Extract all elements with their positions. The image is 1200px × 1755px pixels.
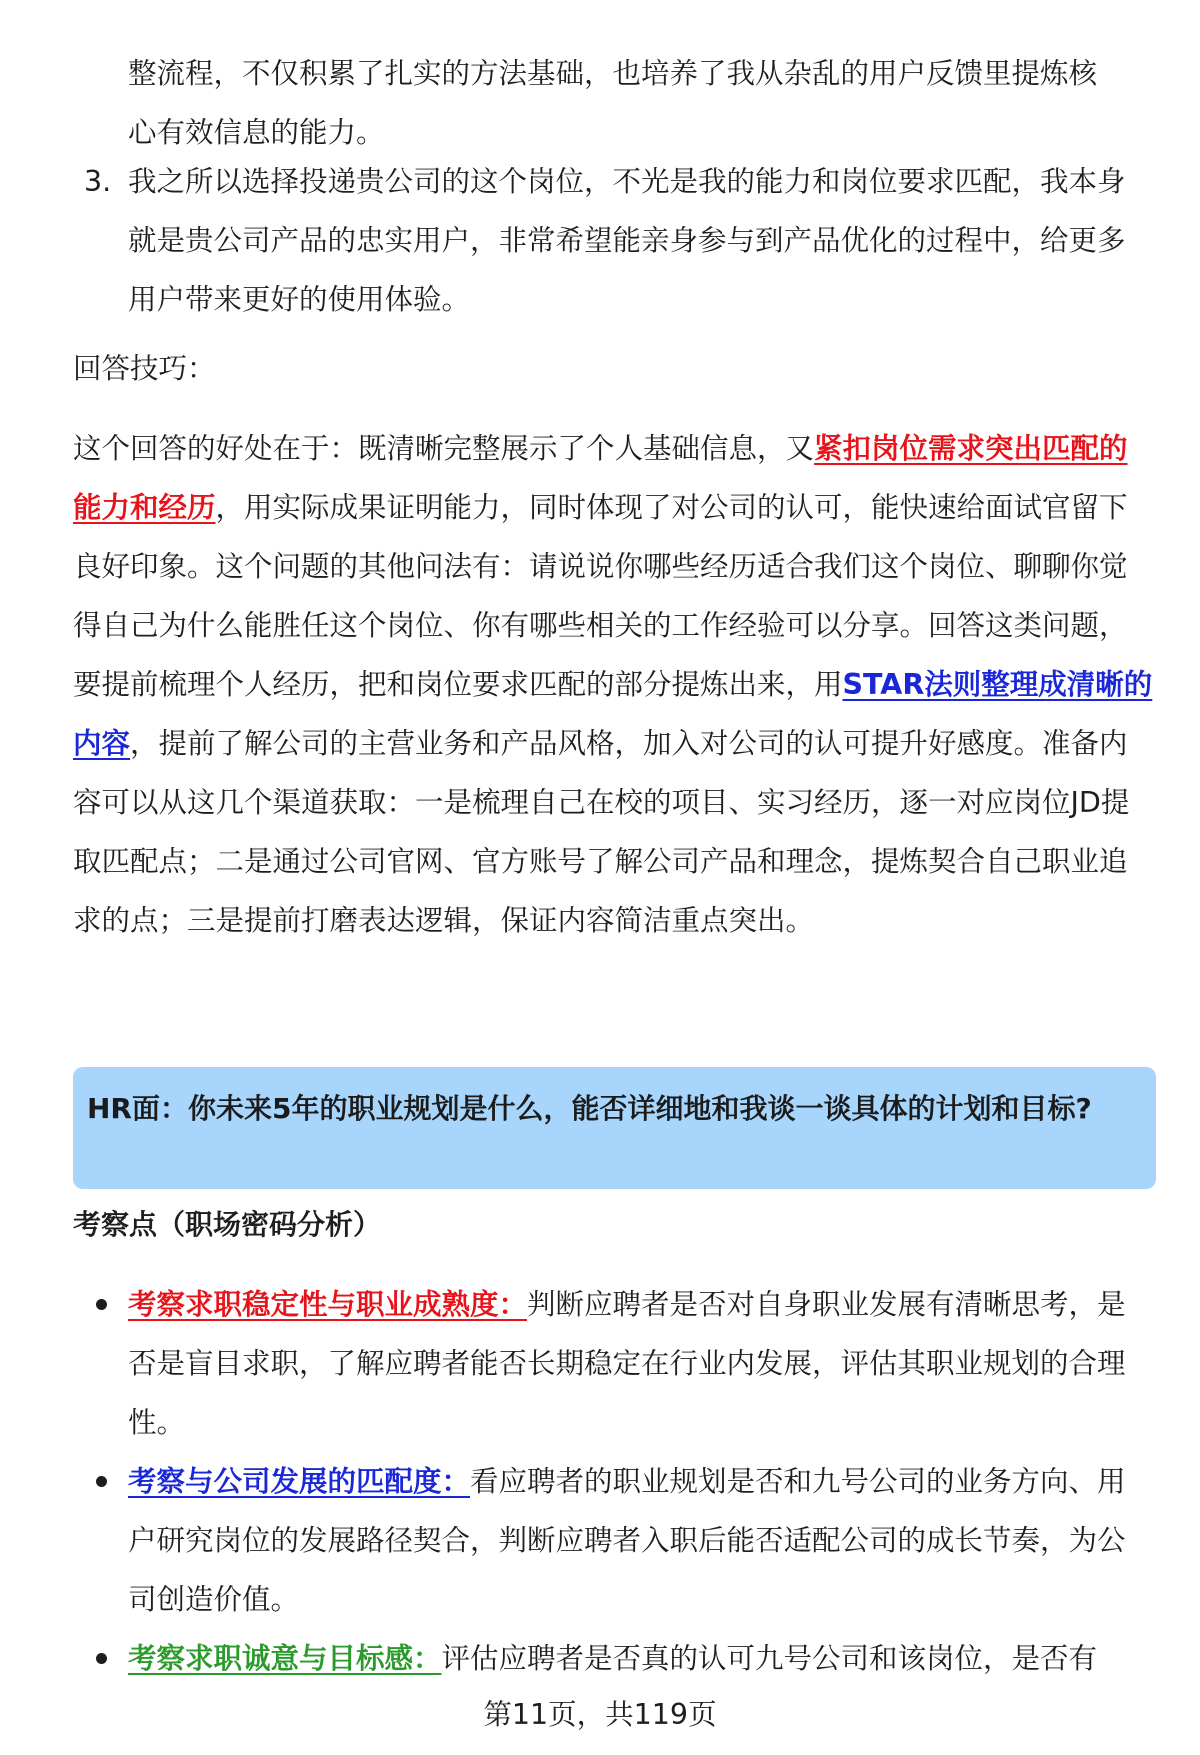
analysis-bullet-3 [128,1629,1138,1688]
bullet-dot [96,1653,107,1664]
bullet-dot [96,1476,107,1487]
bullet-1-text: 判断应聘者是否对自身职业发展有清晰思考，是否是盲目求职，了解应聘者能否长期稳定在行业内发展，评估其职业规划的合理性。 [128,1288,1126,1439]
analysis-bullet-1 [128,1275,1138,1452]
list-item-3-text: 我之所以选择投递贵公司的这个岗位，不光是我的能力和岗位要求匹配，我本身就是贵公司产品的忠实用户，非常希望能亲身参与到产品优化的过程中，给更多用户带来更好的使用体验。 [128,165,1126,316]
list-item-2-continuation [128,44,1138,162]
list-item-3-number: 3. [84,165,112,198]
tips-heading: 回答技巧： [73,352,216,385]
bullet-1-label[interactable]: 考察求职稳定性与职业成熟度： [128,1288,528,1321]
tips-paragraph [73,419,1153,950]
bullet-3-label[interactable]: 考察求职诚意与目标感： [128,1642,442,1675]
star-method-link[interactable]: STAR法则整理成清晰的内容 [73,668,1153,760]
highlight-link-match-ability[interactable]: 紧扣岗位需求突出匹配的能力和经历 [73,432,1128,524]
question-box [73,1067,1156,1189]
tips-text-2: ，用实际成果证明能力，同时体现了对公司的认可，能快速给面试官留下良好印象。这个问题的其他问法有：请说说你哪些经历适合我们这个岗位、聊聊你觉得自己为什么能胜任这个岗位、你有哪些相关的工作经验可以分享。回答这类问题，要提前梳理个人经历，把和岗位要求匹配的部分提炼出来，用 [73,491,1128,701]
bullet-3-text: 评估应聘者是否真的认可九号公司和该岗位，是否有 [441,1642,1098,1675]
list-item-2-line-1: 整流程，不仅积累了扎实的方法基础，也培养了我从杂乱的用户反馈里提炼核 [128,57,1098,90]
list-item-2-line-2: 心有效信息的能力。 [128,116,385,149]
analysis-title: 考察点（职场密码分析） [73,1208,382,1241]
bullet-dot [96,1299,107,1310]
analysis-bullet-2 [128,1452,1138,1629]
tips-text-1: 这个回答的好处在于：既清晰完整展示了个人基础信息，又 [73,432,815,465]
tips-text-3: ，提前了解公司的主营业务和产品风格，加入对公司的认可提升好感度。准备内容可以从这几个渠道获取：一是梳理自己在校的项目、实习经历，逐一对应岗位JD提取匹配点；二是通过公司官网、官方账号了解公司产品和理念，提炼契合自己职业追求的点；三是提前打磨表达逻辑，保证内容简洁重点突出。 [73,727,1130,937]
bullet-2-label[interactable]: 考察与公司发展的匹配度： [128,1465,471,1498]
page-number: 第11页，共119页 [483,1698,717,1731]
question-text: HR面：你未来5年的职业规划是什么，能否详细地和我谈一谈具体的计划和目标? [87,1092,1092,1125]
bullet-2-text: 看应聘者的职业规划是否和九号公司的业务方向、用户研究岗位的发展路径契合，判断应聘者入职后能否适配公司的成长节奏，为公司创造价值。 [128,1465,1126,1616]
